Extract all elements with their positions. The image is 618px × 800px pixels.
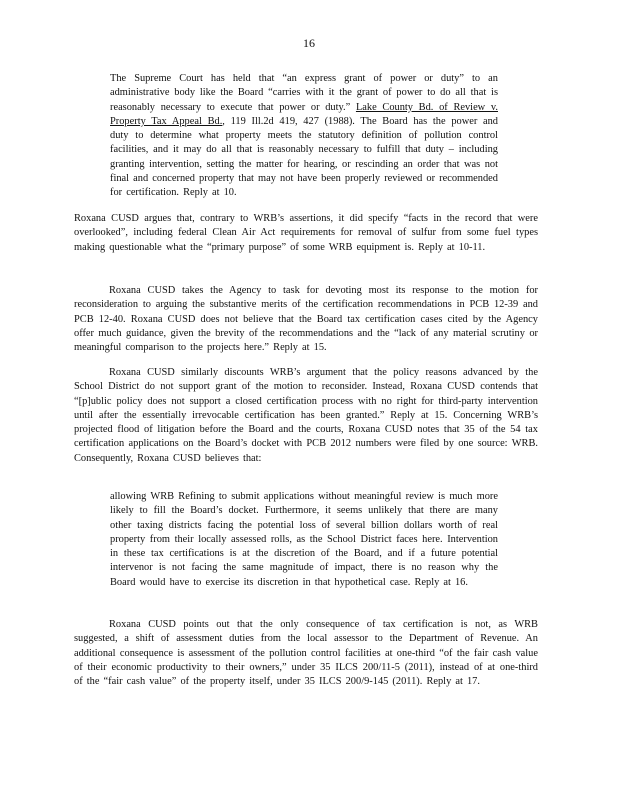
paragraph-agency-response: Roxana CUSD takes the Agency to task for devoting most its response to the motion for reconsideration to arguing the substantive merits of the certification recommendations in PCB 12-39 and PCB 12-40. Roxana CUSD does not believe that the Board tax certification cases cited by the Agency offer much guidance, given the brevity of the recommendations and the “lack of any material scrutiny or meaningful comparison to the projects here.” Reply at 15. bbox=[74, 285, 538, 354]
page-number: 16 bbox=[303, 36, 315, 50]
quote-text-start: The Supreme Court has held that “an express grant of power or duty” to an administrative body like the Board “carries with it the grant of power to do all that is reasonably necessary to execute that power or duty.” bbox=[110, 73, 498, 113]
case-citation: Lake County Bd. of Review v. Property Tax Appeal Bd. bbox=[110, 101, 498, 127]
paragraph-facts-overlooked: Roxana CUSD argues that, contrary to WRB’s assertions, it did specify “facts in the record that were overlooked”, including federal Clean Air Act requirements for removal of sulfur from some fuel types making questionable what the “primary purpose” of some WRB equipment is. Reply at 10-11. bbox=[74, 213, 538, 253]
paragraph-policy-reasons: Roxana CUSD similarly discounts WRB’s argument that the policy reasons advanced by the School District do not support grant of the motion to reconsider. Instead, Roxana CUSD contends that “[p]ublic policy does not support a closed certification process with no right for third-party intervention until after the essentially irrevocable certification has been granted.” Reply at 15. Concerning WRB’s projected flood of litigation before the Board and the courts, Roxana CUSD notes that 35 of the 54 tax certification applications on the Board’s docket with PCB 2012 numbers were filed by one source: WRB. Consequently, Roxana CUSD believes that: bbox=[74, 367, 538, 464]
block-quote-supreme-court bbox=[110, 72, 498, 201]
paragraph-tax-certification-consequence: Roxana CUSD points out that the only consequence of tax certification is not, as WRB suggested, a shift of assessment duties from the local assessor to the Department of Revenue. An additional consequence is assessment of the pollution control facilities at one-third “of the fair cash value of their economic productivity to their owners,” under 35 ILCS 200/11-5 (2011), instead of at one-third of the “fair cash value” of the property itself, under 35 ILCS 200/9-145 (2011). Reply at 17. bbox=[74, 619, 538, 688]
block-quote-intervention: allowing WRB Refining to submit applications without meaningful review is much more likely to fill the Board’s docket. Furthermore, it seems unlikely that there are many other taxing districts facing the potential loss of several billion dollars worth of real property from their locally assessed rolls, as the School District faces here. Intervention in these tax certifications is at the discretion of the Board, and if a future potential intervenor is not facing the same magnitude of impact, there is no reason why the Board would have to exercise its discretion in that hypothetical case. Reply at 16. bbox=[110, 491, 498, 588]
quote-text-end: , 119 Ill.2d 419, 427 (1988). The Board has the power and duty to determine what property meets the statutory definition of pollution control facilities, and it may do all that is reasonably necessary to fulfill that duty – including granting intervention, setting the matter for hearing, or rescinding an order that was not final and concerned property that may not have been properly reviewed or recommended for certification. Reply at 10. bbox=[110, 115, 498, 199]
